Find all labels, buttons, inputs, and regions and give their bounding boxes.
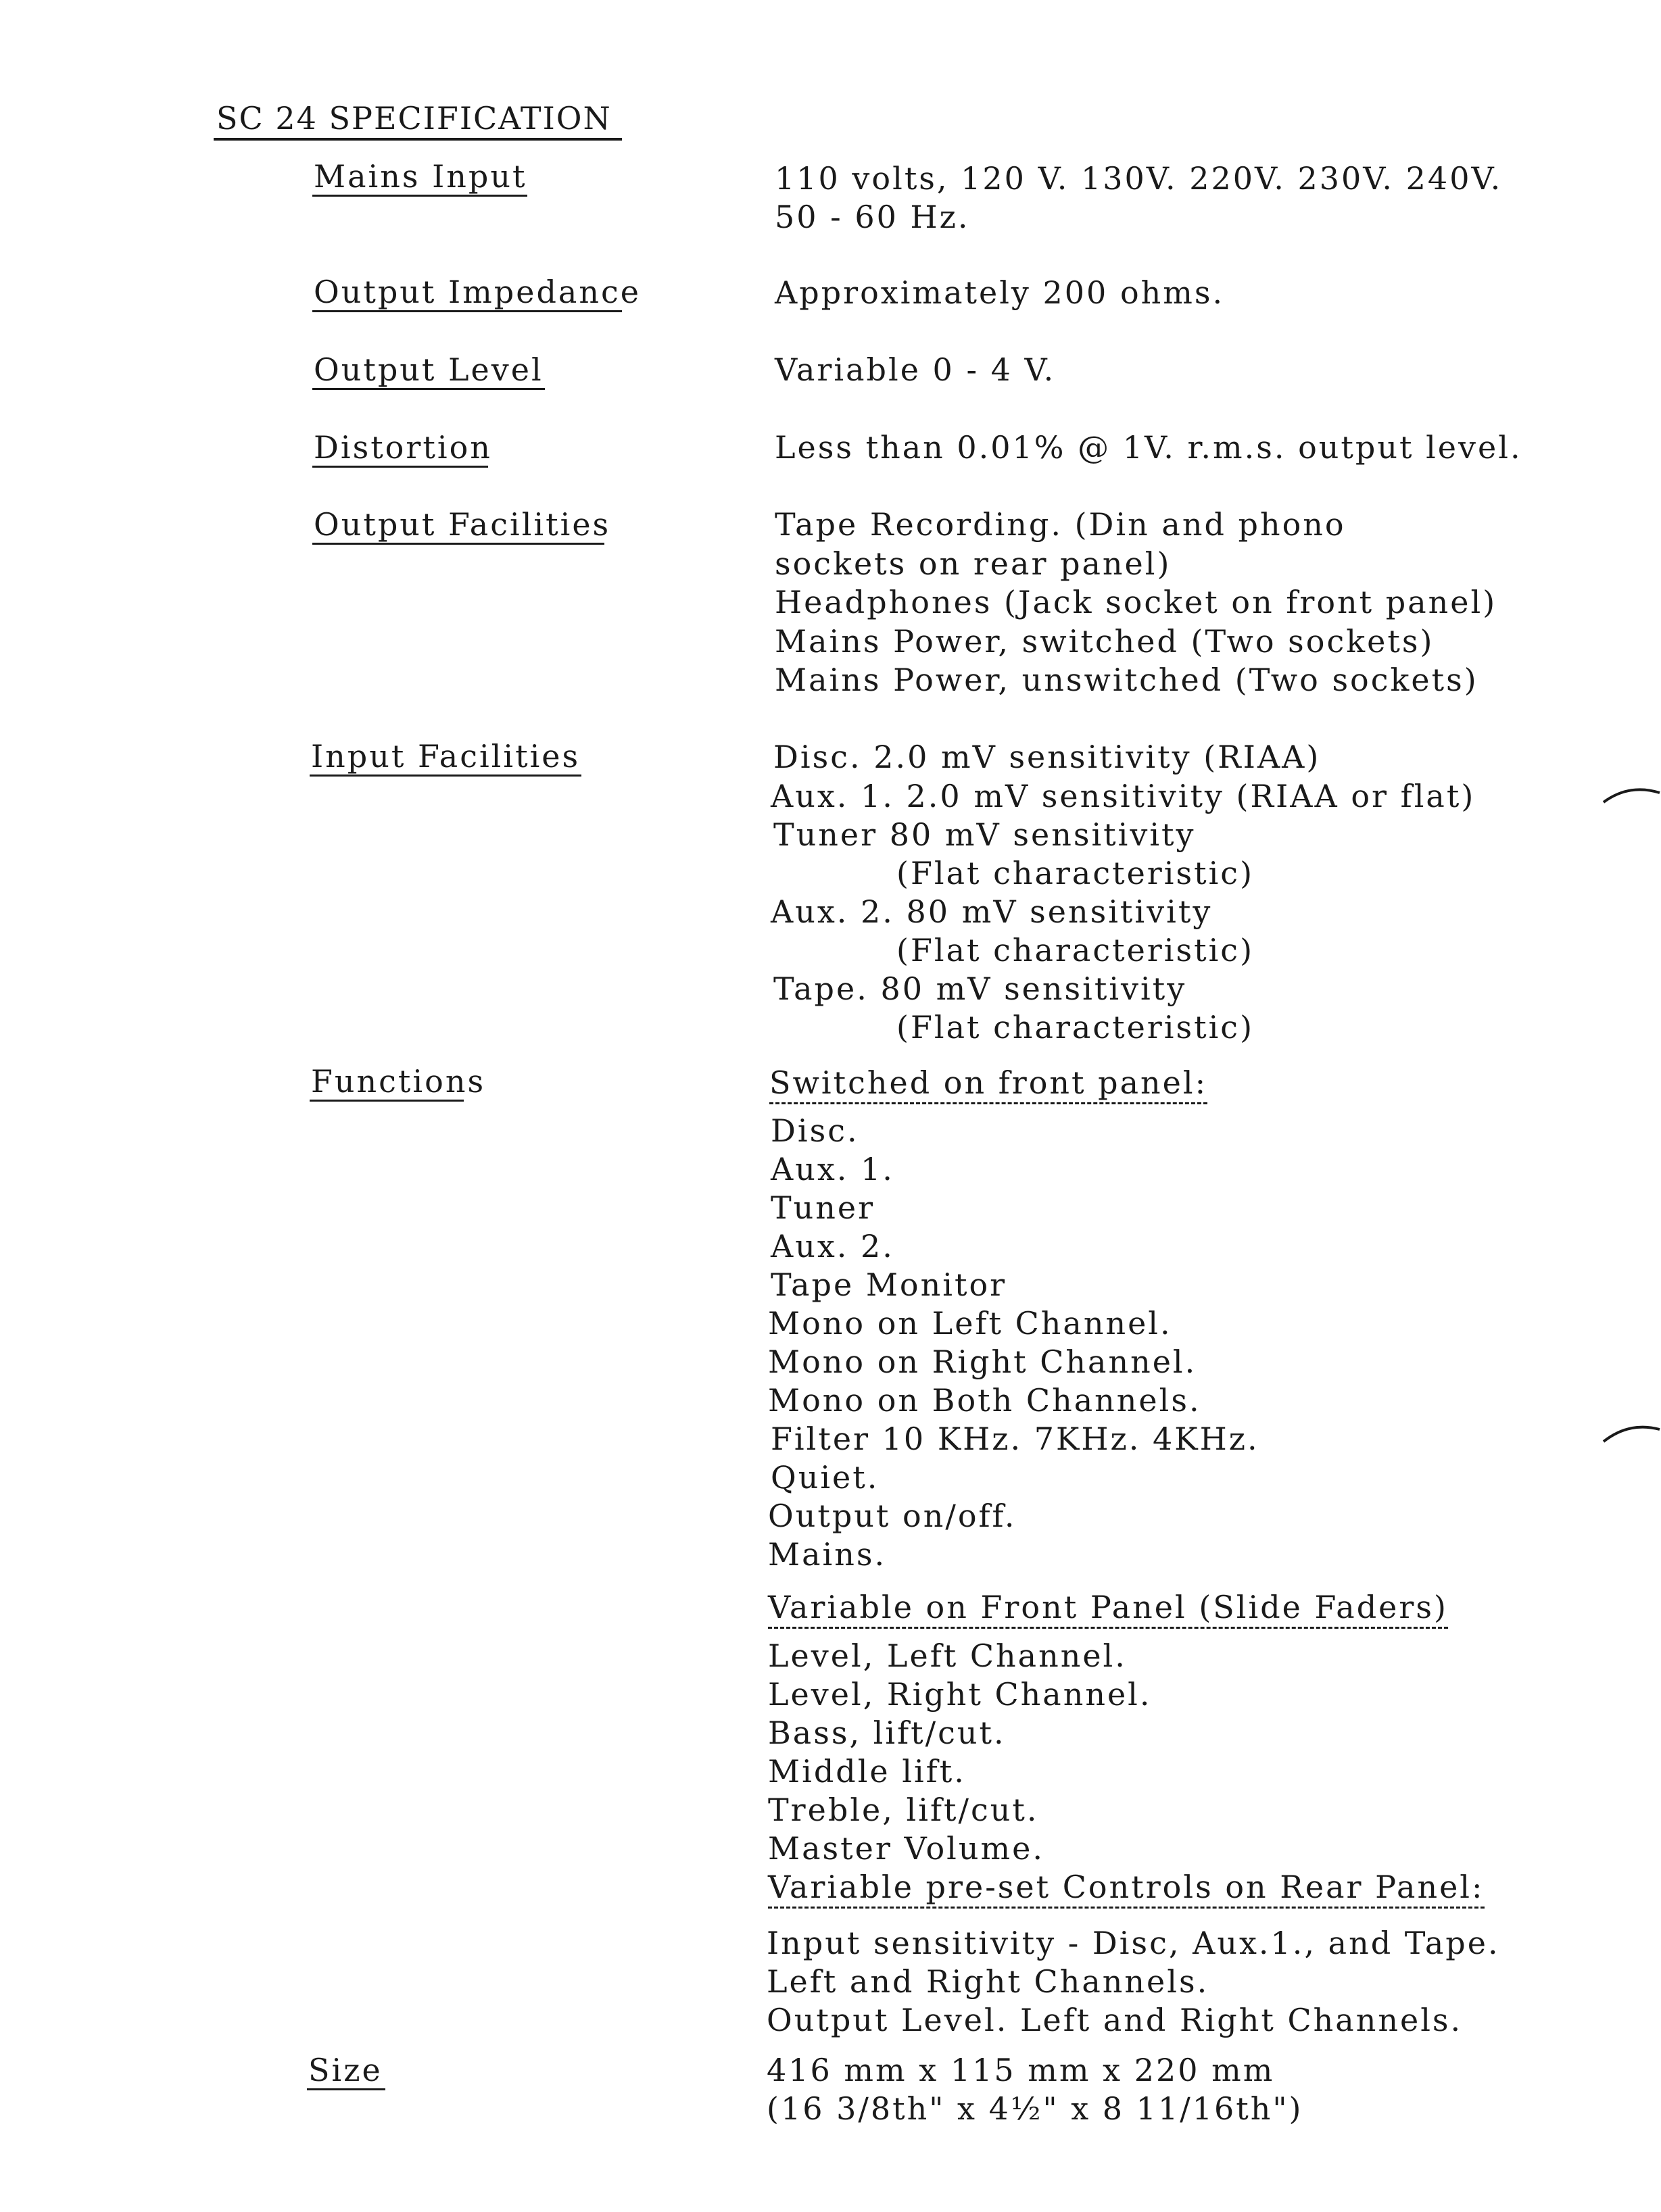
variable-item: Middle lift. bbox=[768, 1753, 966, 1790]
switched-item: Filter 10 KHz. 7KHz. 4KHz. bbox=[771, 1421, 1259, 1457]
functions-variable-heading: Variable on Front Panel (Slide Faders) bbox=[768, 1589, 1448, 1629]
value-output-facilities-line-3: Headphones (Jack socket on front panel) bbox=[775, 584, 1497, 620]
value-input-facilities-line-5: Aux. 2. 80 mV sensitivity bbox=[771, 893, 1213, 930]
functions-preset-heading: Variable pre-set Controls on Rear Panel: bbox=[768, 1869, 1485, 1909]
variable-item: Master Volume. bbox=[768, 1830, 1044, 1867]
functions-switched-heading: Switched on front panel: bbox=[769, 1064, 1207, 1104]
value-output-impedance: Approximately 200 ohms. bbox=[775, 274, 1225, 311]
switched-item: Tuner bbox=[771, 1189, 875, 1226]
label-underline bbox=[310, 1100, 464, 1102]
switched-item: Aux. 1. bbox=[771, 1151, 894, 1187]
label-distortion: Distortion bbox=[314, 429, 492, 466]
value-output-facilities-line-5: Mains Power, unswitched (Two sockets) bbox=[775, 662, 1478, 698]
value-input-facilities-line-1: Disc. 2.0 mV sensitivity (RIAA) bbox=[773, 739, 1321, 775]
label-underline bbox=[312, 543, 604, 545]
label-input-facilities: Input Facilities bbox=[311, 738, 581, 775]
switched-item: Output on/off. bbox=[768, 1498, 1017, 1534]
variable-item: Treble, lift/cut. bbox=[768, 1792, 1039, 1828]
label-output-impedance: Output Impedance bbox=[314, 274, 641, 310]
switched-item: Quiet. bbox=[771, 1459, 880, 1496]
value-input-facilities-line-7: Tape. 80 mV sensitivity bbox=[773, 970, 1187, 1007]
value-input-facilities-line-6: (Flat characteristic) bbox=[896, 932, 1255, 968]
value-distortion: Less than 0.01% @ 1V. r.m.s. output level. bbox=[775, 429, 1522, 466]
value-size-line-2: (16 3/8th" x 4½" x 8 11/16th") bbox=[767, 2090, 1303, 2127]
value-output-level: Variable 0 - 4 V. bbox=[775, 351, 1056, 388]
label-underline bbox=[312, 466, 488, 468]
label-size: Size bbox=[308, 2052, 383, 2088]
value-size-line-1: 416 mm x 115 mm x 220 mm bbox=[767, 2052, 1275, 2088]
variable-item: Bass, lift/cut. bbox=[768, 1715, 1006, 1751]
variable-item: Level, Right Channel. bbox=[768, 1676, 1152, 1713]
preset-item: Left and Right Channels. bbox=[767, 1963, 1209, 2000]
label-underline bbox=[312, 310, 622, 312]
label-underline bbox=[312, 388, 545, 390]
switched-item: Tape Monitor bbox=[771, 1267, 1007, 1303]
switched-item: Mono on Both Channels. bbox=[768, 1382, 1201, 1419]
value-input-facilities-line-3: Tuner 80 mV sensitivity bbox=[773, 816, 1196, 853]
switched-item: Mains. bbox=[768, 1536, 887, 1573]
switched-item: Disc. bbox=[771, 1112, 859, 1149]
value-input-facilities-line-4: (Flat characteristic) bbox=[896, 855, 1255, 891]
label-underline bbox=[310, 775, 581, 777]
value-mains-input-line-1: 110 volts, 120 V. 130V. 220V. 230V. 240V. bbox=[775, 160, 1503, 197]
switched-item: Mono on Right Channel. bbox=[768, 1344, 1197, 1380]
label-functions: Functions bbox=[311, 1063, 486, 1100]
preset-item: Input sensitivity - Disc, Aux.1., and Tape. bbox=[767, 1925, 1500, 1961]
value-output-facilities-line-4: Mains Power, switched (Two sockets) bbox=[775, 623, 1435, 660]
variable-item: Level, Left Channel. bbox=[768, 1638, 1127, 1674]
value-output-facilities-line-2: sockets on rear panel) bbox=[775, 545, 1172, 582]
label-mains-input: Mains Input bbox=[314, 158, 527, 195]
value-output-facilities-line-1: Tape Recording. (Din and phono bbox=[775, 506, 1346, 543]
value-input-facilities-line-8: (Flat characteristic) bbox=[896, 1009, 1255, 1046]
switched-item: Mono on Left Channel. bbox=[768, 1305, 1172, 1342]
label-underline bbox=[312, 195, 527, 197]
switched-item: Aux. 2. bbox=[771, 1228, 894, 1264]
preset-item: Output Level. Left and Right Channels. bbox=[767, 2002, 1463, 2038]
label-output-level: Output Level bbox=[314, 351, 544, 388]
document-title: SC 24 SPECIFICATION bbox=[216, 100, 612, 137]
label-underline bbox=[307, 2088, 385, 2090]
punch-hole-mark bbox=[1602, 1416, 1661, 1456]
title-underline bbox=[214, 138, 622, 141]
label-output-facilities: Output Facilities bbox=[314, 506, 611, 543]
punch-hole-mark bbox=[1602, 781, 1661, 821]
value-mains-input-line-2: 50 - 60 Hz. bbox=[775, 199, 970, 235]
value-input-facilities-line-2: Aux. 1. 2.0 mV sensitivity (RIAA or flat) bbox=[771, 778, 1476, 814]
